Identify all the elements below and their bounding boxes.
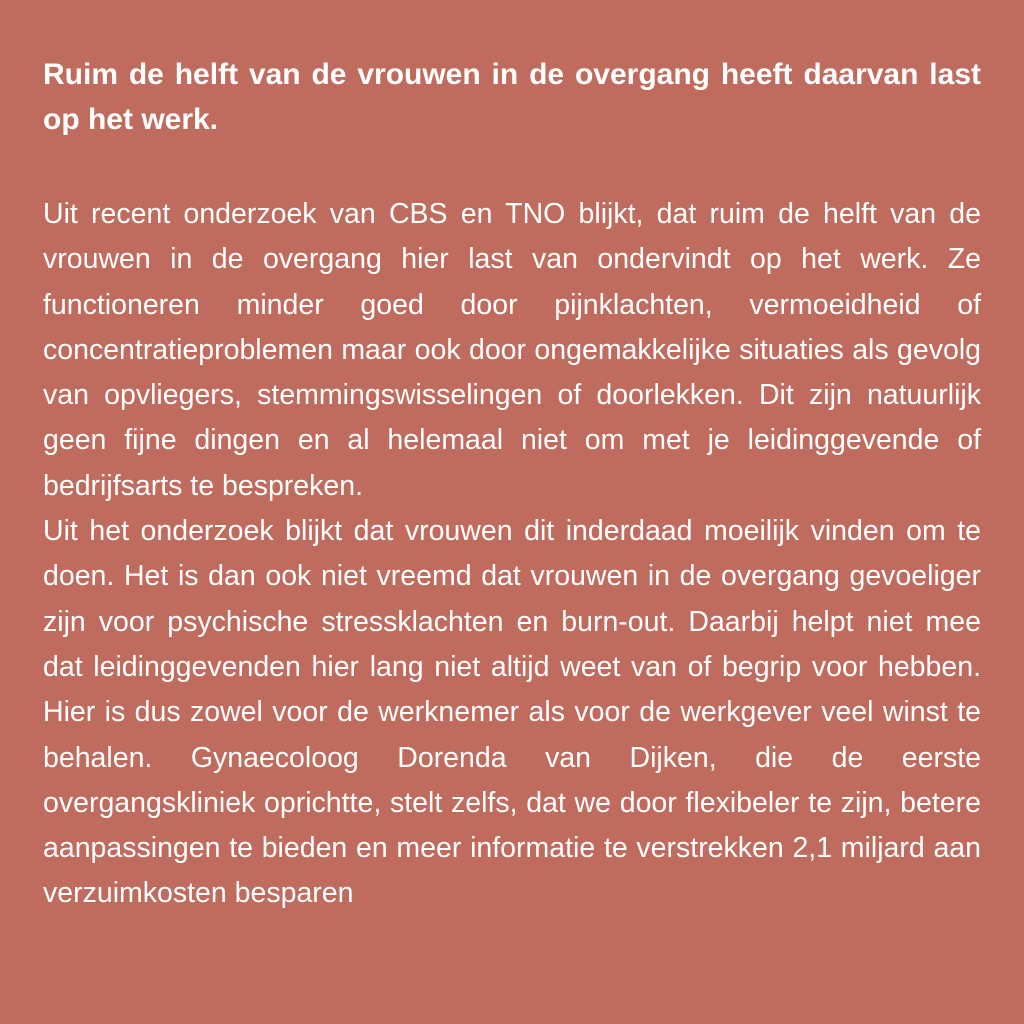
paragraph-2: Uit het onderzoek blijkt dat vrouwen dit inderdaad moeilijk vinden om te doen. Het is dan ook niet vreemd dat vrouwen in de overgang gevoeliger zijn voor psychische stressklachten en burn-out. Daarbij helpt niet mee dat leidinggevenden hier lang niet altijd weet van of begrip voor hebben. Hier is dus zowel voor de werknemer als voor de werkgever veel winst te behalen. Gynaecoloog Dorenda van Dijken, die de eerste overgangskliniek oprichtte, stelt zelfs, dat we door flexibeler te zijn, betere aanpassingen te bieden en meer informatie te verstrekken 2,1 miljard aan verzuimkosten besparen <box>43 515 981 910</box>
headline: Ruim de helft van de vrouwen in de overgang heeft daarvan last op het werk. <box>43 58 981 136</box>
paragraph-1: Uit recent onderzoek van CBS en TNO blijkt, dat ruim de helft van de vrouwen in de overgang hier last van ondervindt op het werk. Ze functioneren minder goed door pijnklachten, vermoeidheid of concentratieproblemen maar ook door ongemakkelijke situaties als gevolg van opvliegers, stemmingswisselingen of doorlekken. Dit zijn natuurlijk geen fijne dingen en al helemaal niet om met je leidinggevende of bedrijfsarts te bespreken. <box>43 198 981 502</box>
article-body <box>43 192 981 917</box>
